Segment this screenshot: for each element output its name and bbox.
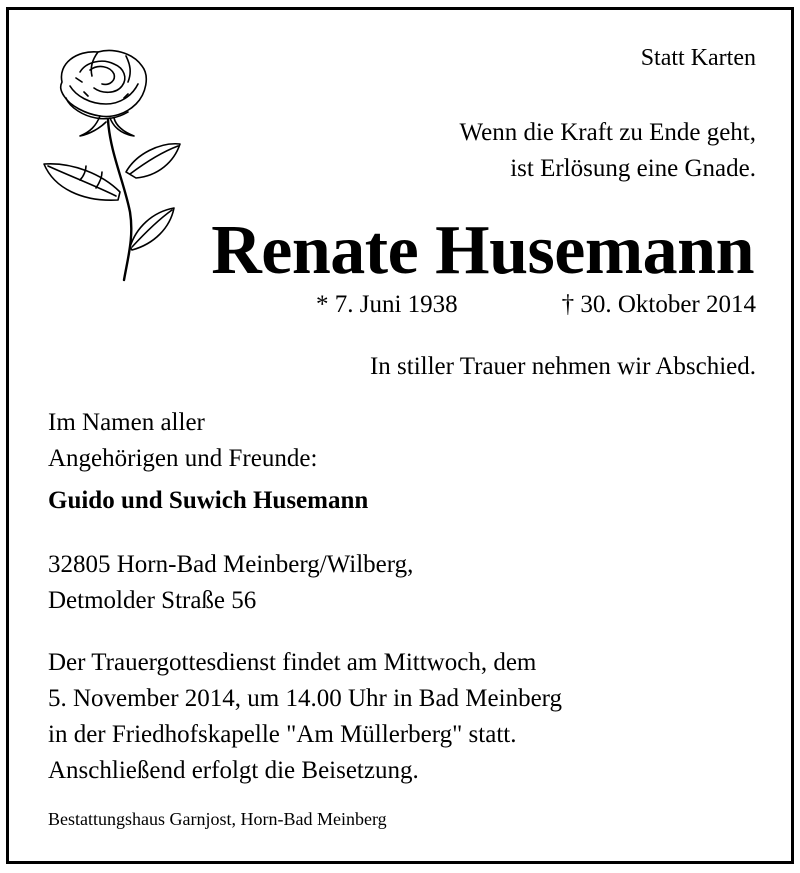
header-text: Statt Karten — [640, 45, 756, 71]
birth-date: * 7. Juni 1938 — [316, 291, 458, 318]
farewell-text: In stiller Trauer nehmen wir Abschied. — [369, 353, 756, 380]
mourners-names: Guido und Suwich Husemann — [48, 487, 369, 514]
behalf-line-1: Im Namen aller — [48, 409, 205, 436]
behalf-line-2: Angehörigen und Freunde: — [48, 445, 318, 472]
address-line-2: Detmolder Straße 56 — [48, 587, 257, 614]
service-line-2: 5. November 2014, um 14.00 Uhr in Bad Meinberg — [48, 685, 563, 712]
deceased-name: Renate Husemann — [211, 212, 754, 289]
service-line-3: in der Friedhofskapelle "Am Müllerberg" statt. — [48, 721, 517, 748]
funeral-home-text: Bestattungshaus Garnjost, Horn-Bad Meinberg — [48, 809, 387, 829]
address-line-1: 32805 Horn-Bad Meinberg/Wilberg, — [48, 551, 414, 578]
service-line-4: Anschließend erfolgt die Beisetzung. — [48, 757, 419, 784]
quote-line-2: ist Erlösung eine Gnade. — [510, 155, 756, 182]
quote-line-1: Wenn die Kraft zu Ende geht, — [459, 119, 756, 146]
rose-icon — [40, 42, 190, 282]
death-date: † 30. Oktober 2014 — [561, 291, 756, 318]
service-line-1: Der Trauergottesdienst findet am Mittwoch, dem — [48, 649, 537, 676]
